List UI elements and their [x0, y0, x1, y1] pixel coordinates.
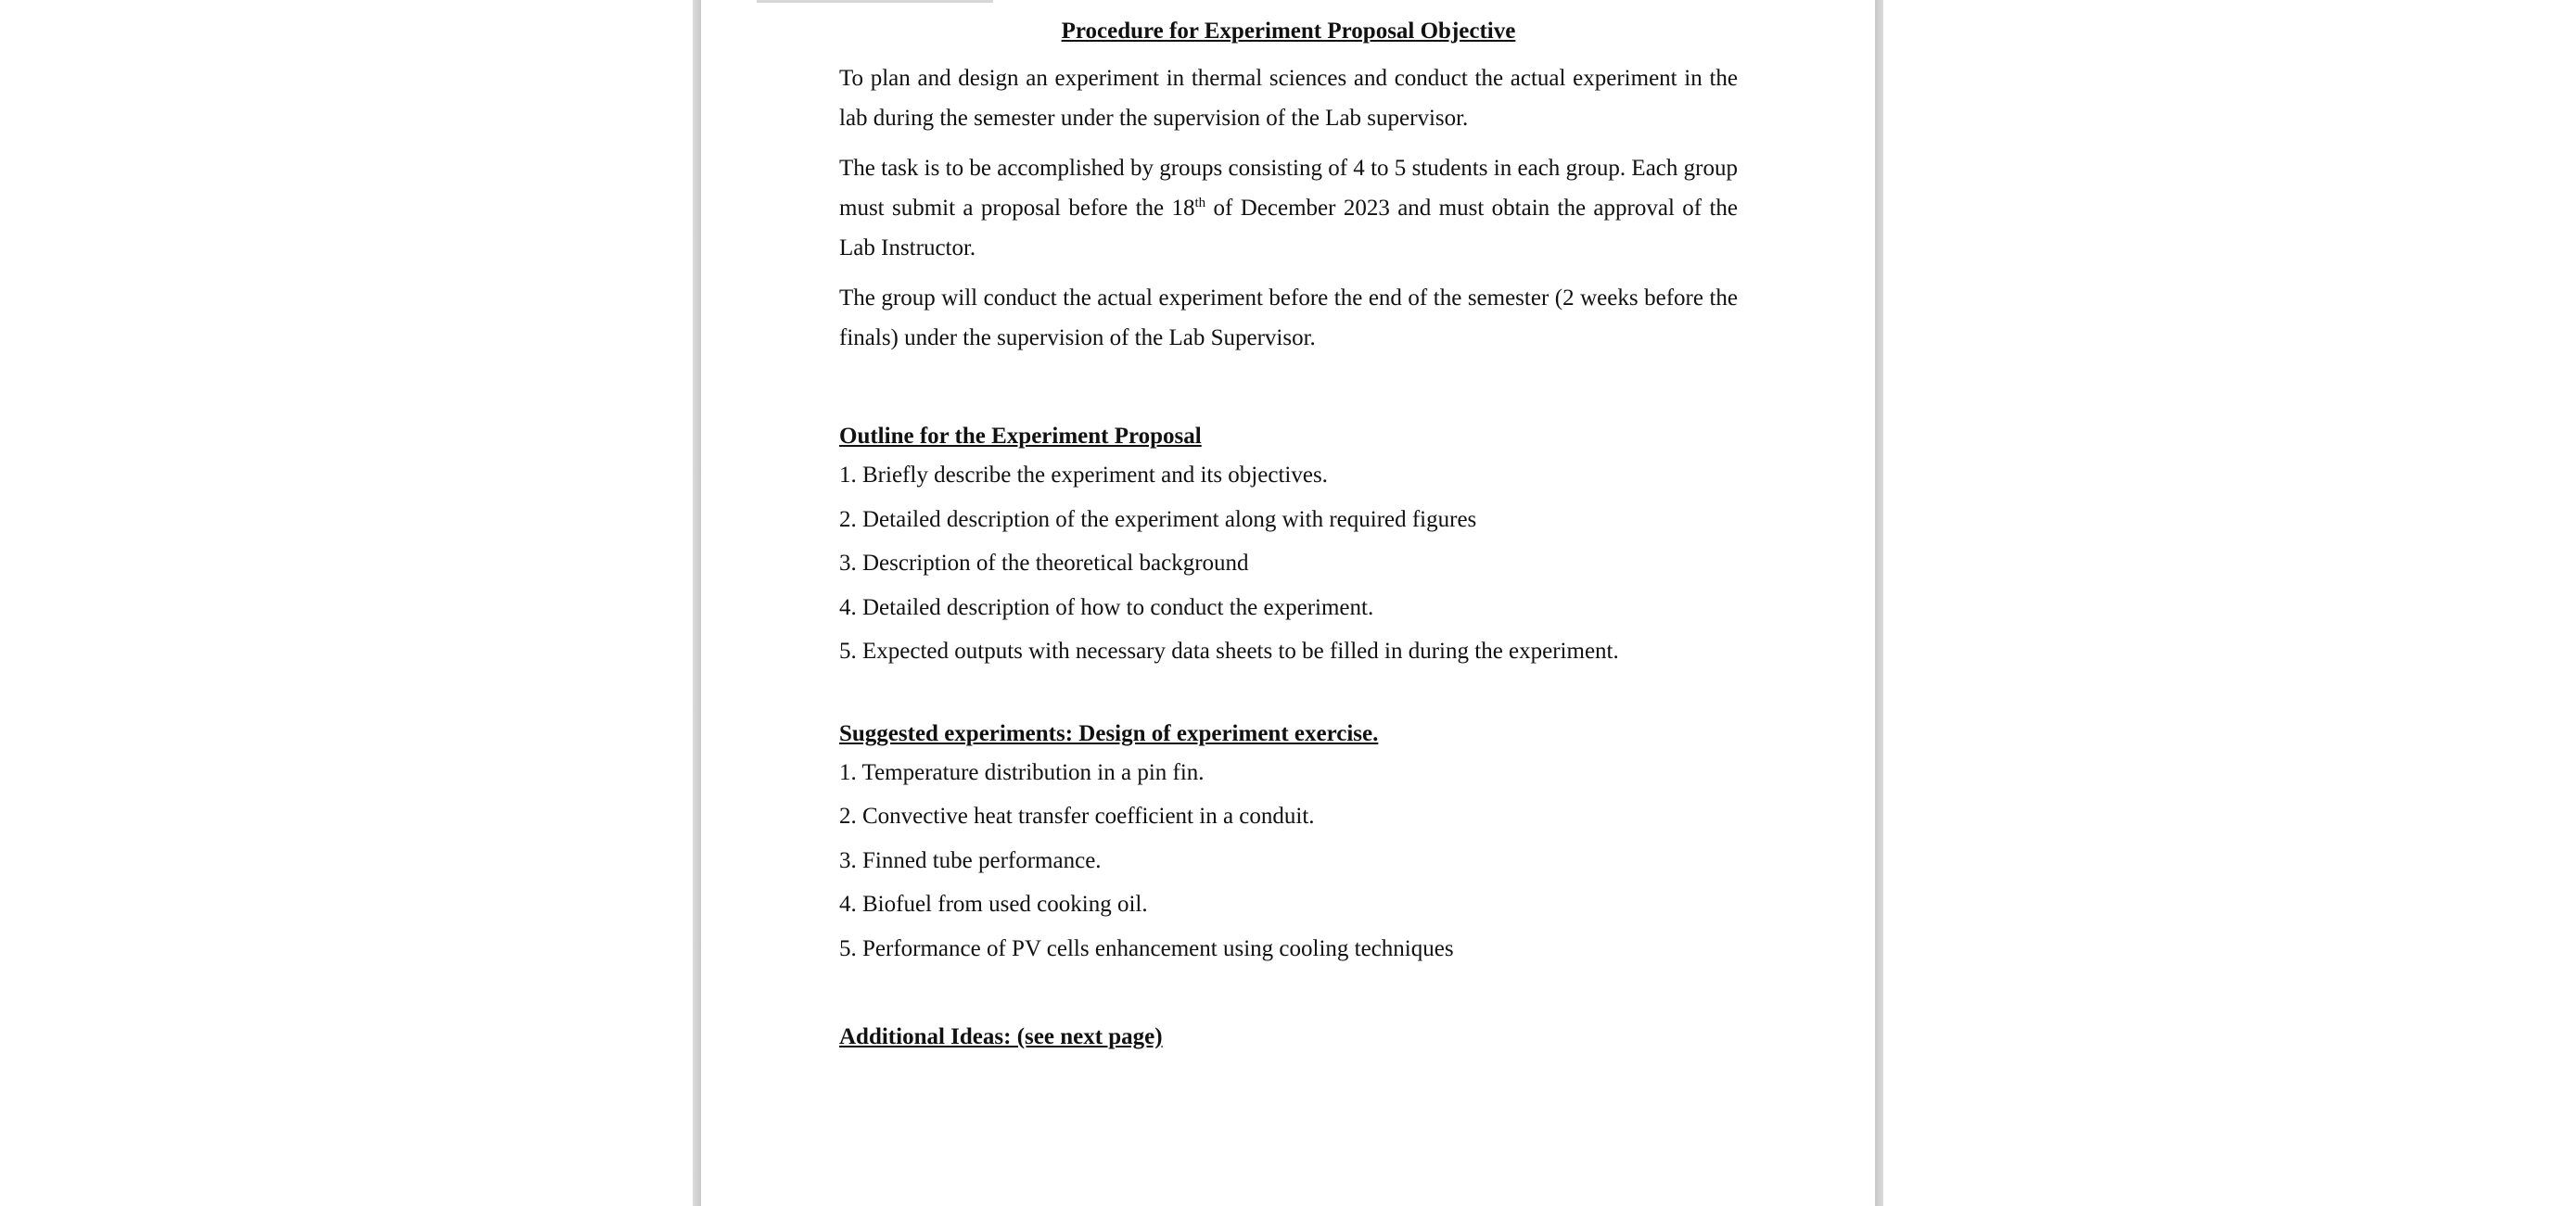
outline-item: 1. Briefly describe the experiment and its objectives.: [839, 463, 1328, 488]
page-edge-right: [1875, 0, 1883, 1206]
previous-page-edge: [757, 0, 993, 3]
page-edge-left: [693, 0, 701, 1206]
page-content: [839, 15, 1738, 1054]
document-page: [701, 0, 1875, 1206]
outline-item: 5. Expected outputs with necessary data sheets to be filled in during the experiment.: [839, 639, 1619, 664]
outline-item: 4. Detailed description of how to conduct the experiment.: [839, 594, 1374, 620]
group-task-paragraph: [839, 148, 1738, 268]
additional-ideas-heading: Additional Ideas: (see next page): [839, 1024, 1163, 1049]
group-task-text-continued: of December 2023 and must obtain the approval of the Lab Instructor.: [839, 196, 1738, 260]
conduct-paragraph: The group will conduct the actual experiment before the end of the semester (2 weeks before the finals) under the supervision of the Lab Supervisor.: [839, 286, 1738, 350]
outline-item: 3. Description of the theoretical background: [839, 551, 1249, 576]
suggested-experiment-item: 1. Temperature distribution in a pin fin.: [839, 759, 1205, 785]
outline-item: 2. Detailed description of the experiment along with required figures: [839, 506, 1477, 532]
page-title: Procedure for Experiment Proposal Objective: [1061, 19, 1516, 44]
suggested-experiment-item: 4. Biofuel from used cooking oil.: [839, 892, 1148, 917]
suggested-experiment-item: 5. Performance of PV cells enhancement using cooling techniques: [839, 935, 1454, 961]
date-ordinal-suffix: th: [1194, 196, 1206, 210]
group-task-text: The task is to be accomplished by groups consisting of 4 to 5 students in each group. Each group must submit a proposal before the 18: [839, 156, 1738, 221]
suggested-experiments-list: [839, 751, 1738, 971]
suggested-experiments-heading: Suggested experiments: Design of experiment exercise.: [839, 720, 1379, 746]
outline-list: [839, 453, 1738, 674]
suggested-experiment-item: 3. Finned tube performance.: [839, 847, 1102, 873]
suggested-experiment-item: 2. Convective heat transfer coefficient in a conduit.: [839, 804, 1315, 829]
outline-heading: Outline for the Experiment Proposal: [839, 424, 1202, 449]
objective-paragraph: To plan and design an experiment in thermal sciences and conduct the actual experiment in the lab during the semester under the supervision of the Lab supervisor.: [839, 66, 1738, 131]
